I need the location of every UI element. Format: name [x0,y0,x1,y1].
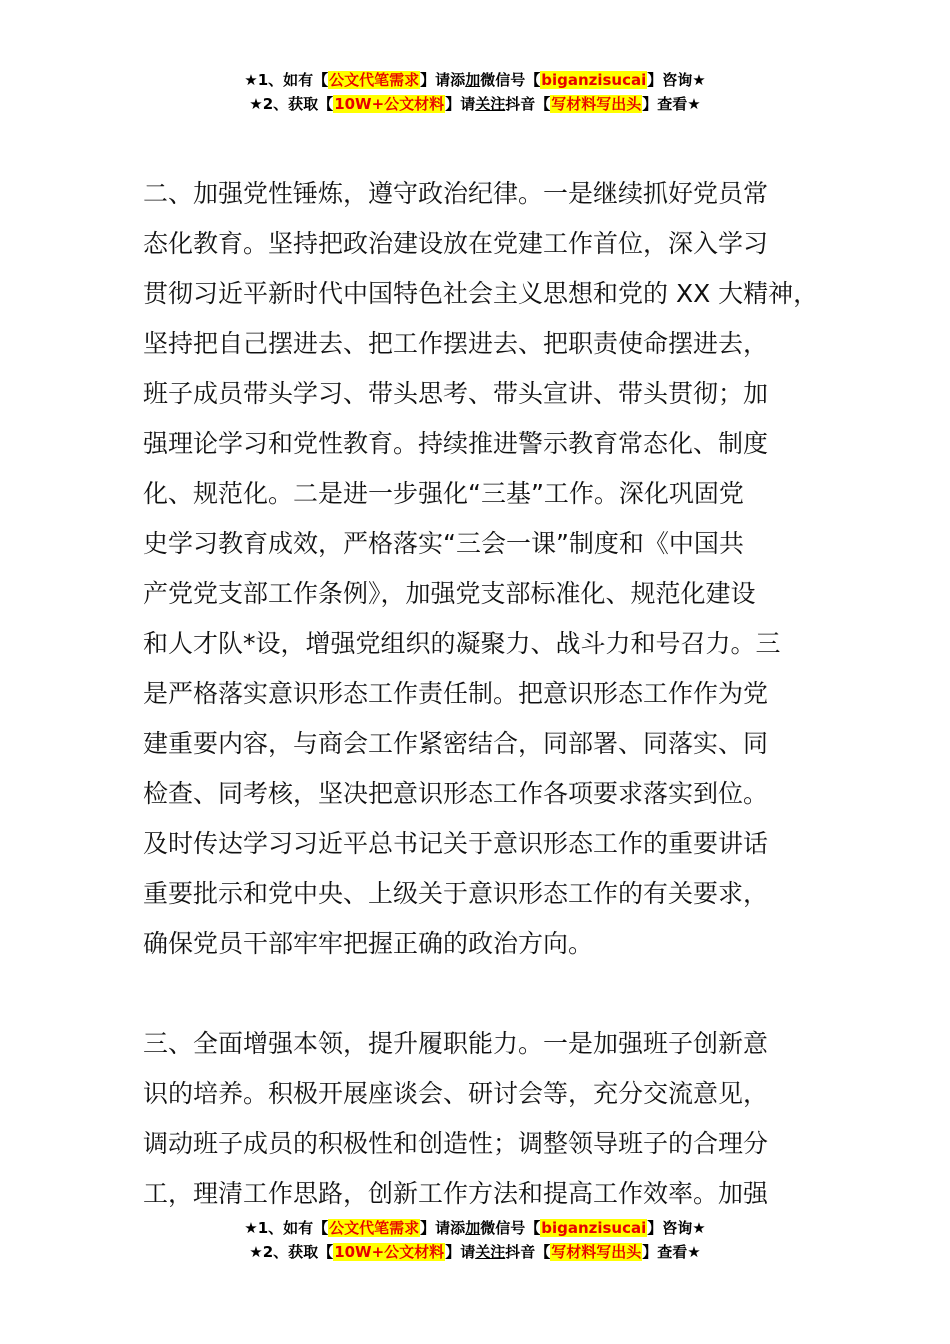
banner-text: 】请添 [420,71,466,89]
banner-text: 抖音【 [505,1243,551,1261]
banner-line-1 [0,68,950,92]
banner-highlight: 公文代笔需求 [329,71,420,89]
banner-highlight: 10W+公文材料 [334,95,445,113]
banner-highlight-douyin-id: 写材料写出头 [551,95,642,113]
text-line: 态化教育。坚持把政治建设放在党建工作首位，深入学习 [143,229,769,258]
document-body [143,169,833,1219]
text-line: 调动班子成员的积极性和创造性；调整领导班子的合理分 [143,1129,769,1158]
banner-highlight-douyin-id: 写材料写出头 [551,1243,642,1261]
text-line: 班子成员带头学习、带头思考、带头宣讲、带头贯彻；加 [143,379,769,408]
text-line: 史学习教育成效，严格落实“三会一课”制度和《中国共 [143,529,744,558]
banner-text: 】查看★ [642,95,701,113]
banner-underlined-text: 加 [465,71,481,89]
banner-line-1 [0,1216,950,1240]
text-line: 二、加强党性锤炼，遵守政治纪律。一是继续抓好党员常 [143,179,769,208]
text-line: 检查、同考核，坚决把意识形态工作各项要求落实到位。 [143,779,769,808]
banner-text: 】请添 [420,1219,466,1237]
banner-line-2 [0,92,950,116]
banner-text: 】咨询★ [647,1219,706,1237]
text-line: 是严格落实意识形态工作责任制。把意识形态工作作为党 [143,679,769,708]
text-line: 化、规范化。二是进一步强化“三基”工作。深化巩固党 [143,479,744,508]
banner-line-2 [0,1240,950,1264]
banner-highlight: 公文代笔需求 [329,1219,420,1237]
banner-highlight-wechat-id: biganzisucai [541,1219,647,1237]
paragraph-2 [143,169,833,969]
banner-text: 】请 [445,95,476,113]
footer-banner [0,1216,950,1264]
text-line: 和人才队*设，增强党组织的凝聚力、战斗力和号召力。三 [143,629,781,658]
text-line: 工，理清工作思路，创新工作方法和提高工作效率。加强 [143,1179,769,1208]
banner-underlined-text: 关注 [475,95,506,113]
text-line: 确保党员干部牢牢把握正确的政治方向。 [143,929,594,958]
text-line: 识的培养。积极开展座谈会、研讨会等，充分交流意见， [143,1079,769,1108]
banner-text: ★2、获取【 [249,1243,334,1261]
banner-highlight-wechat-id: biganzisucai [541,71,647,89]
text-line: 坚持把自己摆进去、把工作摆进去、把职责使命摆进去， [143,329,769,358]
banner-underlined-text: 加 [465,1219,481,1237]
text-line: 贯彻习近平新时代中国特色社会主义思想和党的 XX 大精神， [143,279,819,308]
banner-text: 微信号【 [480,1219,541,1237]
header-banner [0,68,950,116]
banner-text: 微信号【 [480,71,541,89]
paragraph-spacer [143,969,833,1019]
banner-text: 抖音【 [505,95,551,113]
banner-text: 】请 [445,1243,476,1261]
banner-text: 】咨询★ [647,71,706,89]
text-line: 产党党支部工作条例》，加强党支部标准化、规范化建设 [143,579,756,608]
text-line: 及时传达学习习近平总书记关于意识形态工作的重要讲话 [143,829,769,858]
banner-text: ★1、如有【 [244,71,329,89]
banner-text: ★1、如有【 [244,1219,329,1237]
text-line: 三、全面增强本领，提升履职能力。一是加强班子创新意 [143,1029,769,1058]
banner-underlined-text: 关注 [475,1243,506,1261]
paragraph-3 [143,1019,833,1219]
banner-text: ★2、获取【 [249,95,334,113]
text-line: 重要批示和党中央、上级关于意识形态工作的有关要求， [143,879,769,908]
banner-highlight: 10W+公文材料 [334,1243,445,1261]
text-line: 强理论学习和党性教育。持续推进警示教育常态化、制度 [143,429,769,458]
banner-text: 】查看★ [642,1243,701,1261]
text-line: 建重要内容，与商会工作紧密结合，同部署、同落实、同 [143,729,769,758]
